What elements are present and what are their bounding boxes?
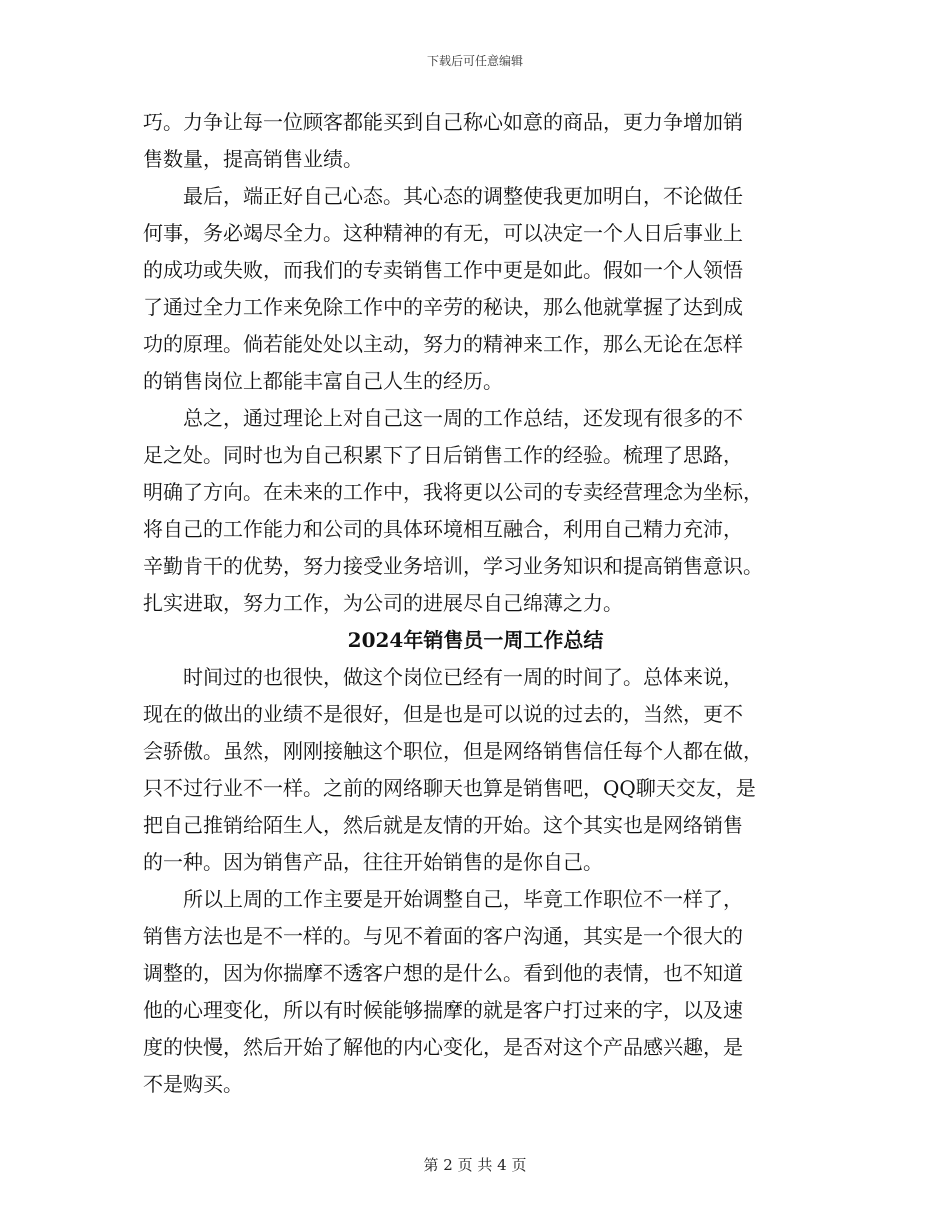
paragraph-line: 调整的，因为你揣摩不透客户想的是什么。看到他的表情，也不知道 [143, 961, 743, 985]
paragraph-line: 销售方法也是不一样的。与见不着面的客户沟通，其实是一个很大的 [143, 924, 743, 948]
paragraph-line: 足之处。同时也为自己积累下了日后销售工作的经验。梳理了思路， [143, 443, 743, 467]
paragraph-line: 辛勤肯干的优势，努力接受业务培训，学习业务知识和提高销售意识。 [143, 554, 763, 578]
paragraph-line: 的一种。因为销售产品，往往开始销售的是你自己。 [143, 850, 603, 874]
paragraph-line: 最后，端正好自己心态。其心态的调整使我更加明白，不论做任 [143, 184, 743, 208]
paragraph-line: 总之，通过理论上对自己这一周的工作总结，还发现有很多的不 [143, 406, 743, 430]
paragraph-line: 的成功或失败，而我们的专卖销售工作中更是如此。假如一个人领悟 [143, 258, 743, 282]
paragraph-line: 度的快慢，然后开始了解他的内心变化，是否对这个产品感兴趣，是 [143, 1035, 743, 1059]
page-footer: 第 2 页 共 4 页 [423, 1156, 527, 1174]
paragraph-line: 巧。力争让每一位顾客都能买到自己称心如意的商品，更力争增加销 [143, 110, 743, 134]
paragraph-line: 何事，务必竭尽全力。这种精神的有无，可以决定一个人日后事业上 [143, 221, 743, 245]
paragraph-line: 所以上周的工作主要是开始调整自己，毕竟工作职位不一样了， [143, 887, 743, 911]
paragraph-line: 会骄傲。虽然，刚刚接触这个职位，但是网络销售信任每个人都在做， [143, 739, 763, 763]
paragraph-line: 售数量，提高销售业绩。 [143, 147, 363, 171]
paragraph-line: 功的原理。倘若能处处以主动，努力的精神来工作，那么无论在怎样 [143, 332, 743, 356]
paragraph-line: 将自己的工作能力和公司的具体环境相互融合，利用自己精力充沛， [143, 517, 743, 541]
paragraph-line: 了通过全力工作来免除工作中的辛劳的秘诀，那么他就掌握了达到成 [143, 295, 743, 319]
section-title: 2024年销售员一周工作总结 [347, 628, 604, 652]
paragraph-line: 明确了方向。在未来的工作中，我将更以公司的专卖经营理念为坐标， [143, 480, 763, 504]
paragraph-line: 时间过的也很快，做这个岗位已经有一周的时间了。总体来说， [143, 665, 743, 689]
paragraph-line: 不是购买。 [143, 1072, 243, 1096]
page-header: 下载后可任意编辑 [426, 54, 523, 68]
document-body [143, 104, 808, 1103]
paragraph-line: 把自己推销给陌生人，然后就是友情的开始。这个其实也是网络销售 [143, 813, 743, 837]
paragraph-line: 他的心理变化，所以有时候能够揣摩的就是客户打过来的字，以及速 [143, 998, 743, 1022]
paragraph-line: 现在的做出的业绩不是很好，但是也是可以说的过去的，当然，更不 [143, 702, 743, 726]
paragraph-line: 只不过行业不一样。之前的网络聊天也算是销售吧，QQ聊天交友，是 [143, 776, 756, 800]
paragraph-line: 的销售岗位上都能丰富自己人生的经历。 [143, 369, 503, 393]
paragraph-line: 扎实进取，努力工作，为公司的进展尽自己绵薄之力。 [143, 591, 623, 615]
